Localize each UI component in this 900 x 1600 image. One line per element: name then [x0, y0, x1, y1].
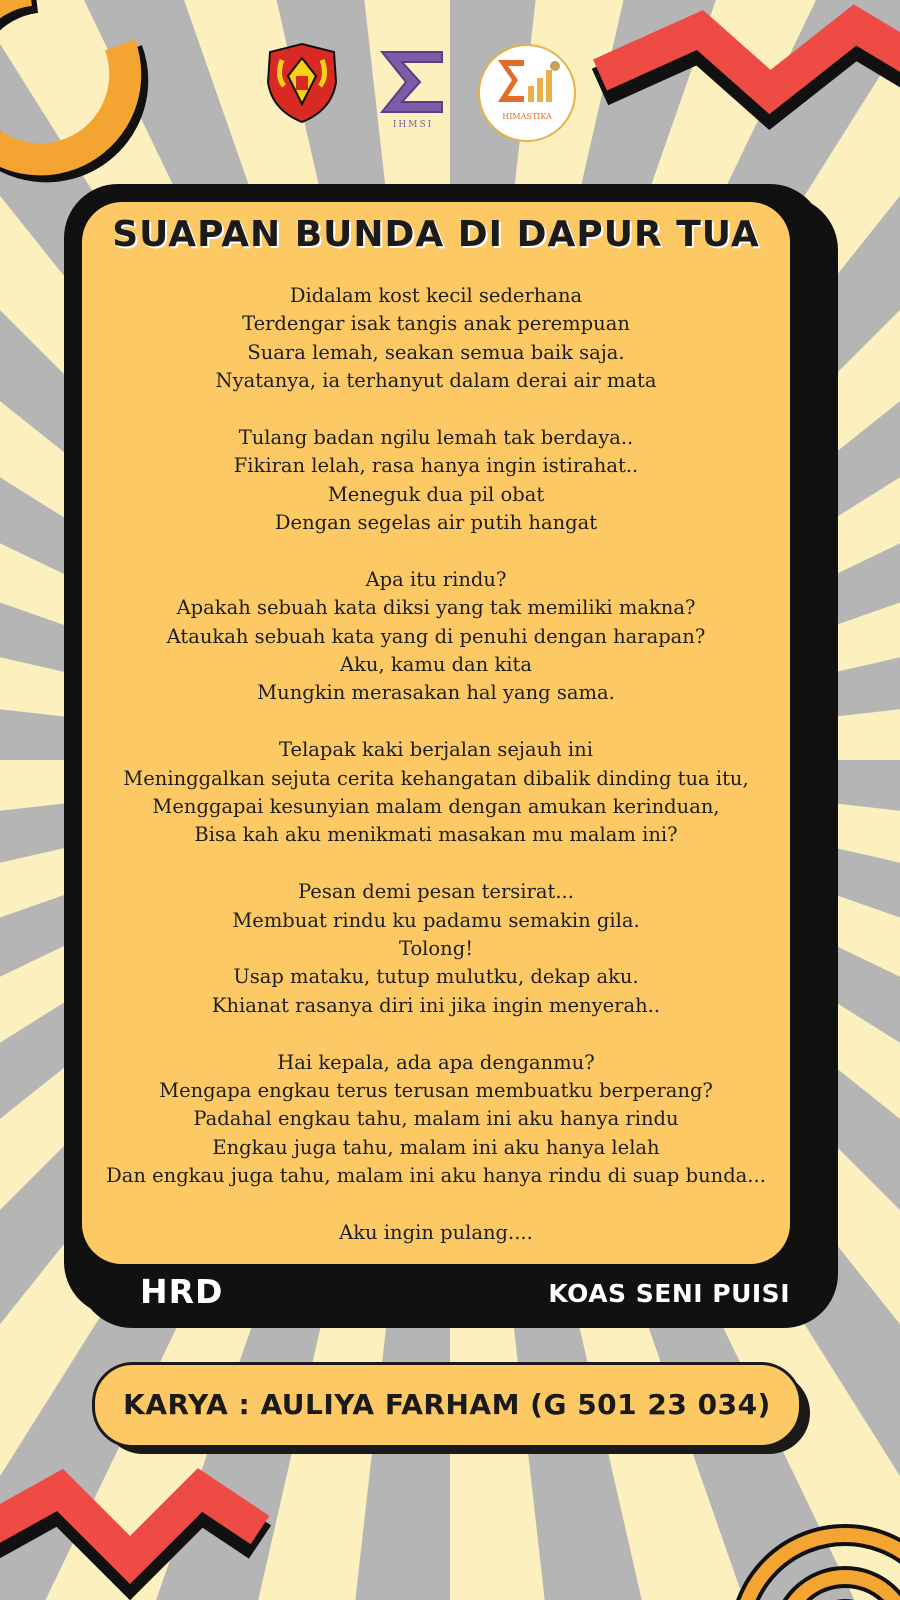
poem-line: Didalam kost kecil sederhana — [289, 284, 583, 307]
poem-line: Meneguk dua pil obat — [327, 482, 545, 506]
poem-title: SUAPAN BUNDA DI DAPUR TUA — [112, 214, 760, 255]
poem-line: Meninggalkan sejuta cerita kehangatan dibalik dinding tua itu, — [123, 766, 749, 790]
footer-right-label: KOAS SENI PUISI — [548, 1279, 790, 1308]
logo-bar — [0, 40, 900, 140]
university-crest-icon — [262, 42, 342, 124]
poem-line: Bisa kah aku menikmati masakan mu malam ini? — [194, 823, 678, 847]
poem-line: Khianat rasanya diri ini jika ingin menyerah.. — [211, 993, 661, 1017]
poem-line: Mungkin merasakan hal yang sama. — [257, 681, 615, 705]
poem-body — [82, 282, 790, 1276]
poem-line: Dan engkau juga tahu, malam ini aku hanya rindu di suap bunda... — [106, 1164, 766, 1188]
himastika-icon — [480, 46, 574, 116]
himastika-logo — [478, 44, 576, 142]
poem-line: Aku ingin pulang.... — [339, 1220, 533, 1244]
poem-line: Aku, kamu dan kita — [340, 653, 532, 677]
poem-line: Usap mataku, tutup mulutku, dekap aku. — [233, 965, 639, 989]
poem-line: Tolong! — [398, 936, 474, 960]
poem-stanza — [82, 736, 790, 850]
poem-line: Nyatanya, ia terhanyut dalam derai air mata — [215, 369, 657, 393]
ihmsi-logo-text: IHMSI — [392, 120, 434, 130]
sigma-icon — [378, 48, 448, 116]
poem-stanza — [82, 1049, 790, 1191]
poem-line: Terdengar isak tangis anak perempuan — [242, 312, 630, 336]
poem-line: Membuat rindu ku padamu semakin gila. — [232, 908, 640, 932]
poem-line: Tulang badan ngilu lemah tak berdaya.. — [238, 425, 634, 449]
poem-line: Dengan segelas air putih hangat — [274, 511, 598, 535]
poem-stanza — [82, 566, 790, 708]
poem-stanza — [82, 282, 790, 396]
footer-left-label: HRD — [140, 1272, 224, 1311]
poem-line: Menggapai kesunyian malam dengan amukan kerinduan, — [152, 795, 720, 819]
ihmsi-logo — [378, 48, 448, 132]
poem-line: Apakah sebuah kata diksi yang tak memiliki makna? — [176, 596, 696, 620]
poem-line: Apa itu rindu? — [365, 567, 507, 591]
poem-line: Ataukah sebuah kata yang di penuhi dengan harapan? — [166, 624, 706, 648]
poem-stanza — [82, 878, 790, 1020]
poem-line: Pesan demi pesan tersirat... — [298, 880, 574, 904]
poem-line: Suara lemah, seakan semua baik saja. — [247, 340, 625, 364]
poem-stanza — [82, 424, 790, 538]
poem-stanza — [82, 1219, 790, 1247]
poem-line: Hai kepala, ada apa denganmu? — [277, 1050, 595, 1074]
poem-line: Mengapa engkau terus terusan membuatku berperang? — [159, 1078, 713, 1102]
poem-line: Padahal engkau tahu, malam ini aku hanya rindu — [193, 1107, 679, 1131]
author-credit: KARYA : AULIYA FARHAM (G 501 23 034) — [123, 1388, 771, 1421]
poem-line: Engkau juga tahu, malam ini aku hanya lelah — [212, 1135, 660, 1159]
poem-line: Telapak kaki berjalan sejauh ini — [279, 738, 593, 762]
himastika-logo-text: HIMASTIKA — [502, 112, 552, 121]
poem-line: Fikiran lelah, rasa hanya ingin istirahat.. — [233, 454, 639, 478]
